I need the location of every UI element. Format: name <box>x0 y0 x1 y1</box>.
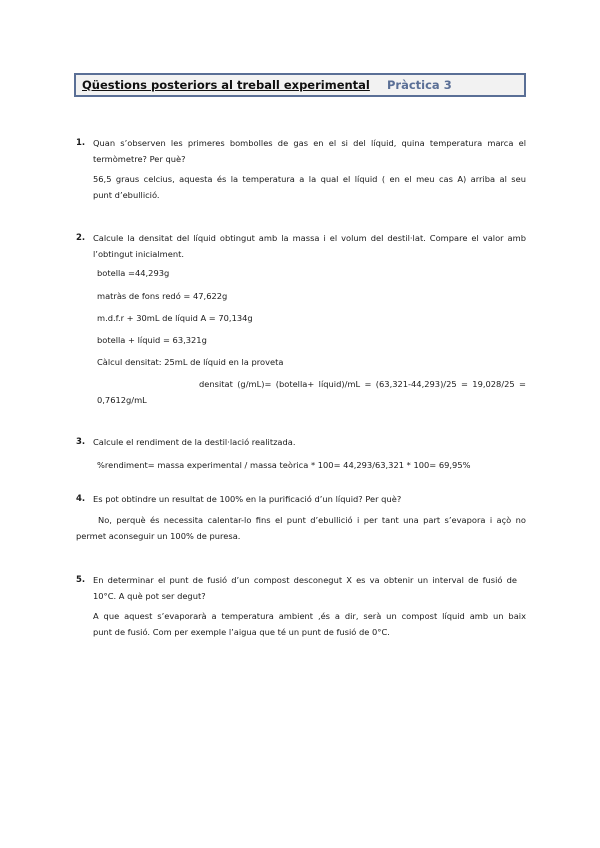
data-line: botella + líquid = 63,321g <box>97 335 207 345</box>
answer-text: %rendiment= massa experimental / massa teòrica * 100= 44,293/63,321 * 100= 69,95% <box>97 460 471 470</box>
question-text: 10°C. A què pot ser degut? <box>93 591 206 601</box>
question-text: En determinar el punt de fusió d’un compost desconegut X es va obtenir un interval de fusió de <box>93 575 517 585</box>
question-number: 5. <box>76 575 86 585</box>
data-line: botella =44,293g <box>97 268 170 278</box>
answer-text: A que aquest s’evaporarà a temperatura ambient ,és a dir, serà un compost líquid amb un baix <box>93 611 526 621</box>
question-number: 4. <box>76 494 86 504</box>
answer-text: No, perquè és necessita calentar-lo fins el punt d’ebullició i per tant una part s’evapora i açò no <box>98 515 526 525</box>
answer-text: punt d’ebullició. <box>93 190 160 200</box>
question-text: termòmetre? Per què? <box>93 154 186 164</box>
question-text: Quan s’observen les primeres bombolles de gas en el si del líquid, quina temperatura marca el <box>93 138 526 148</box>
answer-text: 56,5 graus celcius, aquesta és la temperatura a la qual el líquid ( en el meu cas A) arriba al seu <box>93 174 526 184</box>
question-text: Es pot obtindre un resultat de 100% en la purificació d’un líquid? Per què? <box>93 494 402 504</box>
question-number: 1. <box>76 138 86 148</box>
question-number: 2. <box>76 233 86 243</box>
answer-text: permet aconseguir un 100% de puresa. <box>76 531 241 541</box>
data-line: Càlcul densitat: 25mL de líquid en la proveta <box>97 357 284 367</box>
question-text: Calcule la densitat del líquid obtingut amb la massa i el volum del destil·lat. Compare el valor amb <box>93 233 526 243</box>
formula-line: 0,7612g/mL <box>97 395 147 405</box>
data-line: m.d.f.r + 30mL de líquid A = 70,134g <box>97 313 253 323</box>
header-box <box>74 73 526 97</box>
practica-label: Pràctica 3 <box>387 78 452 92</box>
formula-line: densitat (g/mL)= (botella+ líquid)/mL = (63,321-44,293)/25 = 19,028/25 = <box>199 379 526 389</box>
page-title: Qüestions posteriors al treball experimental <box>82 78 370 92</box>
answer-text: punt de fusió. Com per exemple l’aigua que té un punt de fusió de 0°C. <box>93 627 390 637</box>
question-text: Calcule el rendiment de la destil·lació realitzada. <box>93 437 296 447</box>
question-text: l’obtingut inicialment. <box>93 249 184 259</box>
question-number: 3. <box>76 437 86 447</box>
data-line: matràs de fons redó = 47,622g <box>97 291 228 301</box>
